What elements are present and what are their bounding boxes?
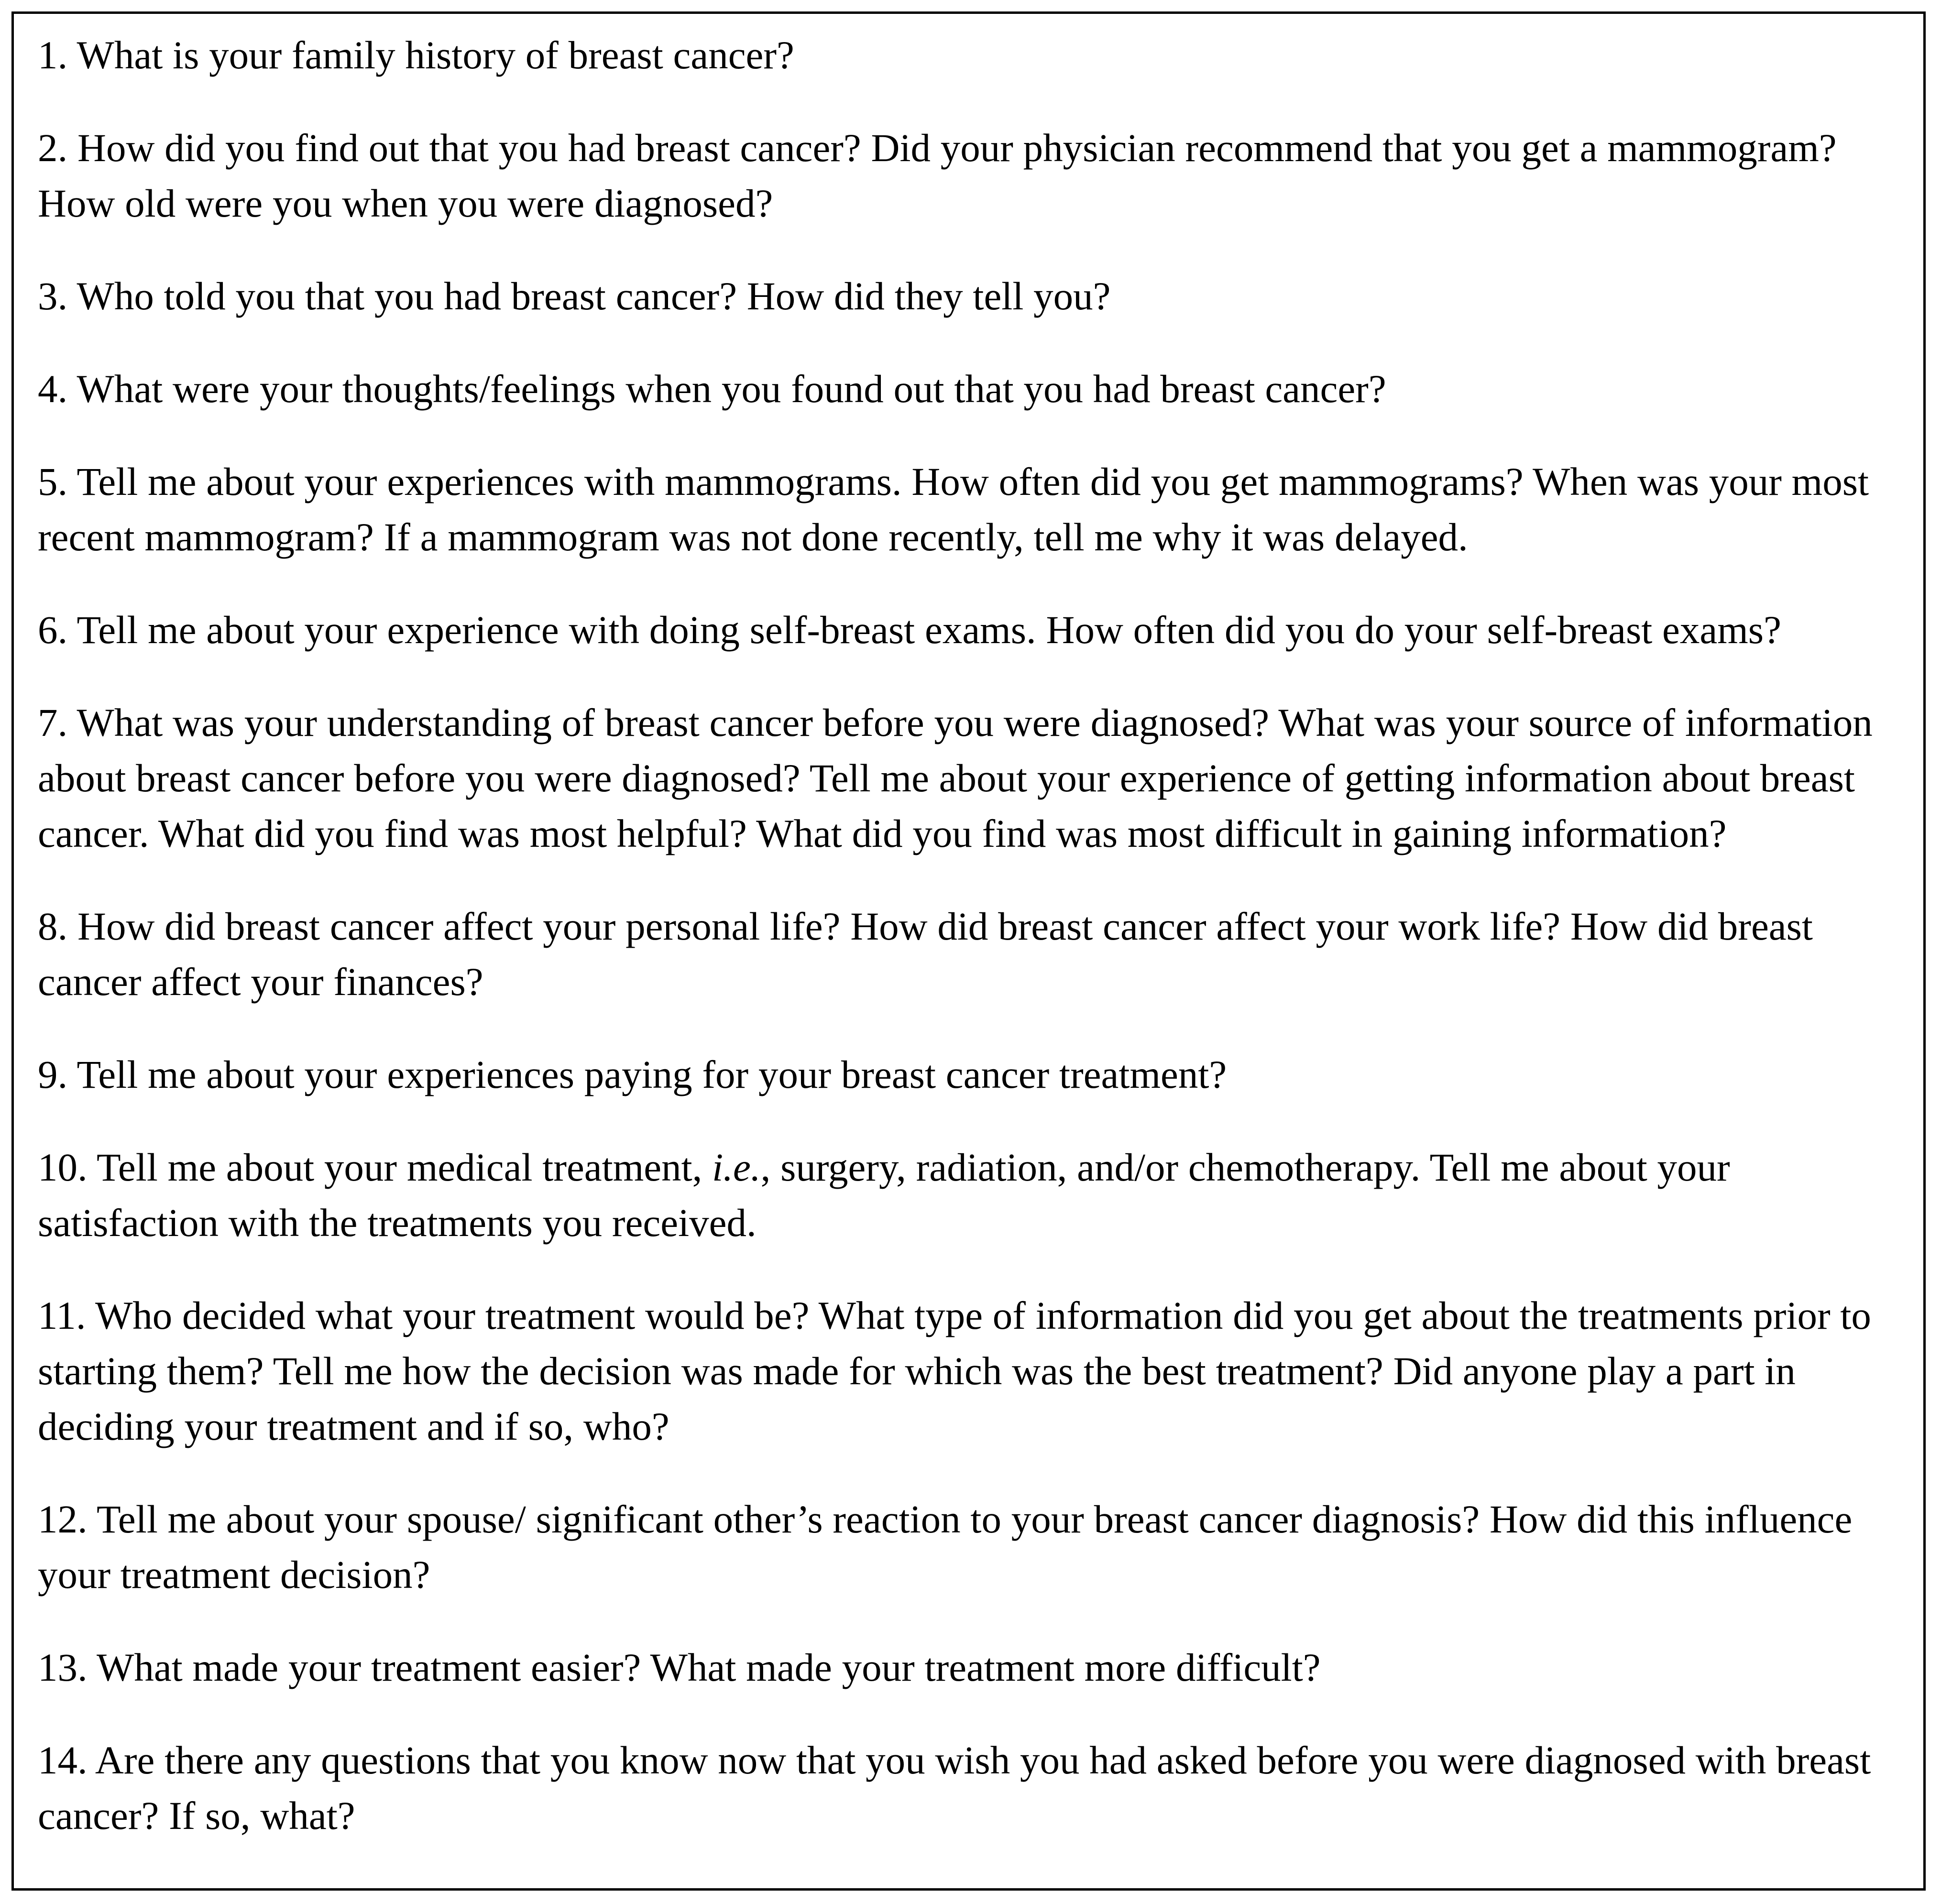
question-list-box [11, 11, 1926, 1891]
question-item-14 [38, 1732, 1917, 1843]
question-text: How did you find out that you had breast cancer? Did your physician recommend that you get a mammogram? How old were you when you were diagnosed? [38, 126, 1837, 225]
question-text: Tell me about your experience with doing self-breast exams. How often did you do your self-breast exams? [77, 608, 1781, 652]
question-item-8 [38, 898, 1917, 1009]
question-number: 11. [38, 1293, 86, 1337]
question-text: Tell me about your experiences with mammograms. How often did you get mammograms? When was your most recent mammogram? If a mammogram was not done recently, tell me why it was delayed. [38, 460, 1869, 559]
question-text-italic: i.e. [712, 1145, 761, 1189]
question-number: 5. [38, 460, 68, 503]
question-item-11 [38, 1288, 1917, 1454]
question-number: 13. [38, 1645, 88, 1689]
question-number: 14. [38, 1738, 88, 1782]
question-text: Tell me about your spouse/ significant other’s reaction to your breast cancer diagnosis? How did this influence your treatment decision? [38, 1497, 1853, 1597]
question-item-2 [38, 120, 1917, 231]
question-item-6 [38, 602, 1917, 657]
question-item-3 [38, 268, 1917, 324]
question-item-13 [38, 1640, 1917, 1695]
question-text: What was your understanding of breast cancer before you were diagnosed? What was your source of information about breast cancer before you were diagnosed? Tell me about your experience of getting information about breast cancer. What did you find was most helpful? What did you find was most difficult in gaining information? [38, 700, 1873, 855]
question-number: 10. [38, 1145, 88, 1189]
question-number: 7. [38, 700, 68, 744]
question-item-9 [38, 1047, 1917, 1102]
question-item-5 [38, 454, 1917, 565]
question-item-1 [38, 27, 1917, 83]
question-number: 3. [38, 274, 68, 318]
question-item-4 [38, 361, 1917, 416]
question-list [38, 27, 1917, 1881]
question-number: 2. [38, 126, 68, 170]
question-text: Who told you that you had breast cancer? How did they tell you? [77, 274, 1111, 318]
question-text-after: , surgery, radiation, and/or chemotherapy. Tell me about your satisfaction with the treatments you received. [38, 1145, 1730, 1245]
question-number: 8. [38, 904, 68, 948]
question-text: What made your treatment easier? What made your treatment more difficult? [97, 1645, 1321, 1689]
question-number: 4. [38, 367, 68, 411]
question-item-10 [38, 1139, 1917, 1250]
question-number: 12. [38, 1497, 88, 1541]
question-number: 1. [38, 33, 68, 77]
question-text: Tell me about your experiences paying for your breast cancer treatment? [77, 1052, 1227, 1096]
question-text: How did breast cancer affect your personal life? How did breast cancer affect your work life? How did breast cancer affect your finances? [38, 904, 1813, 1004]
question-text: Who decided what your treatment would be? What type of information did you get about the treatments prior to starting them? Tell me how the decision was made for which was the best treatment? Did anyone play a part in deciding your treatment and if so, who? [38, 1293, 1871, 1448]
question-item-7 [38, 695, 1917, 861]
question-text: What were your thoughts/feelings when you found out that you had breast cancer? [77, 367, 1386, 411]
question-number: 6. [38, 608, 68, 652]
question-number: 9. [38, 1052, 68, 1096]
question-item-12 [38, 1491, 1917, 1602]
question-text-before: Tell me about your medical treatment, [97, 1145, 713, 1189]
question-text: Are there any questions that you know now that you wish you had asked before you were diagnosed with breast cancer? If so, what? [38, 1738, 1871, 1838]
question-text: What is your family history of breast cancer? [77, 33, 794, 77]
